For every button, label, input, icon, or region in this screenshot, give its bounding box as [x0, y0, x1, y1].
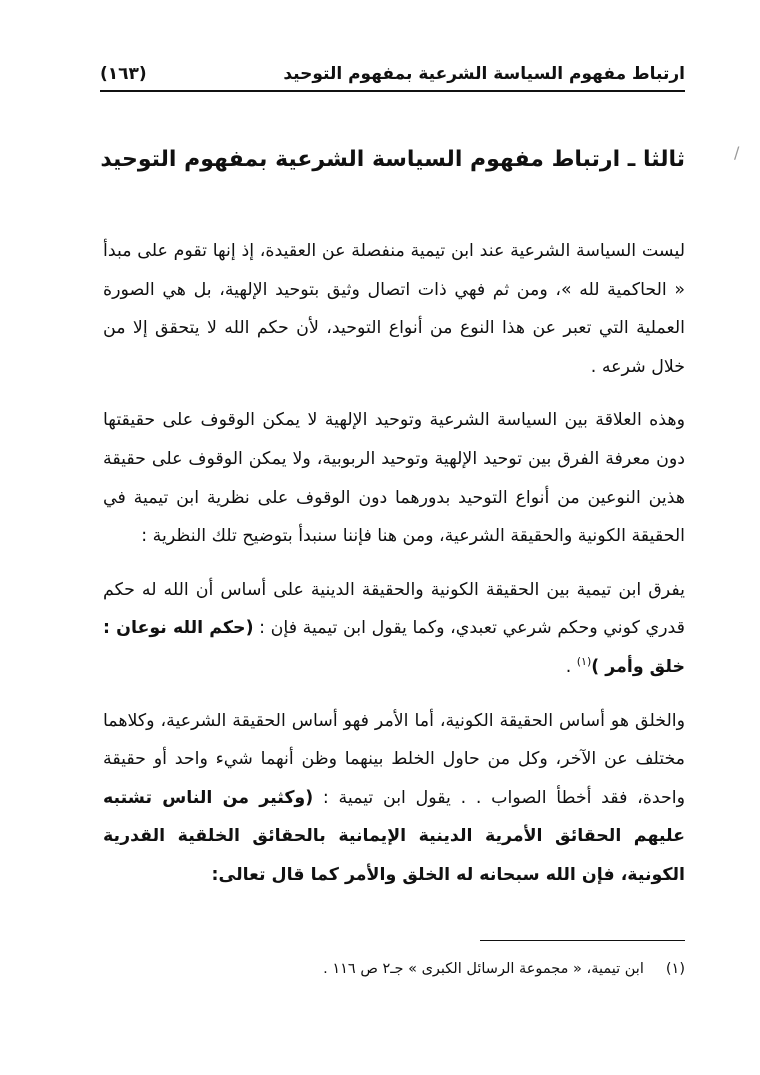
paragraph-3-text: يفرق ابن تيمية بين الحقيقة الكونية والحقيقة الدينية على أساس أن الله له حكم قدري كوني وحكم شرعي تعبدي، وكما يقول ابن تيمية فإن :	[103, 579, 685, 639]
margin-mark: /	[734, 143, 740, 162]
footnote-text: ابن تيمية، « مجموعة الرسائل الكبرى » جـ٢ ص ١١٦ .	[323, 961, 644, 977]
paragraph-3-end: .	[565, 656, 577, 677]
footnote-rule	[480, 940, 685, 941]
header-rule	[100, 90, 685, 92]
paragraph-3	[103, 571, 685, 687]
paragraph-2: وهذه العلاقة بين السياسة الشرعية وتوحيد الإلهية لا يمكن الوقوف على حقيقتها دون معرفة الفرق بين توحيد الإلهية وتوحيد الربوبية، ولا يمكن الوقوف على حقيقة هذين النوعين من أنواع التوحيد بدورهما دون الوقوف على نظرية ابن تيمية في الحقيقة الكونية والحقيقة الشرعية، ومن هنا فإننا سنبدأ بتوضيح تلك النظرية :	[103, 410, 685, 547]
running-title: ارتباط مفهوم السياسة الشرعية بمفهوم التوحيد	[283, 64, 685, 84]
body-text	[103, 232, 685, 895]
paragraph-4-quote: (وكثير من الناس تشتبه عليهم الحقائق الأمرية الدينية الإيمانية بالحقائق الخلقية القدرية الكونية، فإن الله سبحانه له الخلق والأمر كما قال تعالى:	[103, 787, 685, 885]
paragraph-4-text: والخلق هو أساس الحقيقة الكونية، أما الأمر فهو أساس الحقيقة الشرعية، وكلاهما مختلف عن الآخر، وكل من حاول الخلط بينهما وظن أنهما شيء واحد أو حقيقة واحدة، فقد أخطأ الصواب . . يقول ابن تيمية :	[103, 710, 685, 808]
running-header	[100, 58, 685, 84]
footnote-number: (١)	[665, 961, 685, 977]
page-number: (١٦٣)	[100, 64, 147, 84]
paragraph-3-quote: (حكم الله نوعان : خلق وأمر )	[103, 618, 685, 677]
section-title: ثالثا ـ ارتباط مفهوم السياسة الشرعية بمفهوم التوحيد	[100, 147, 685, 172]
footnote-reference[interactable]: (١)	[576, 655, 592, 669]
paragraph-1: ليست السياسة الشرعية عند ابن تيمية منفصلة عن العقيدة، إذ إنها تقوم على مبدأ « الحاكمية لله »، ومن ثم فهي ذات اتصال وثيق بتوحيد الإلهية، بل هي الصورة العملية التي تعبر عن هذا النوع من أنواع التوحيد، لأن حكم الله لا يتحقق إلا من خلال شرعه .	[103, 241, 685, 377]
paragraph-4	[103, 702, 685, 895]
footnote	[150, 958, 685, 980]
